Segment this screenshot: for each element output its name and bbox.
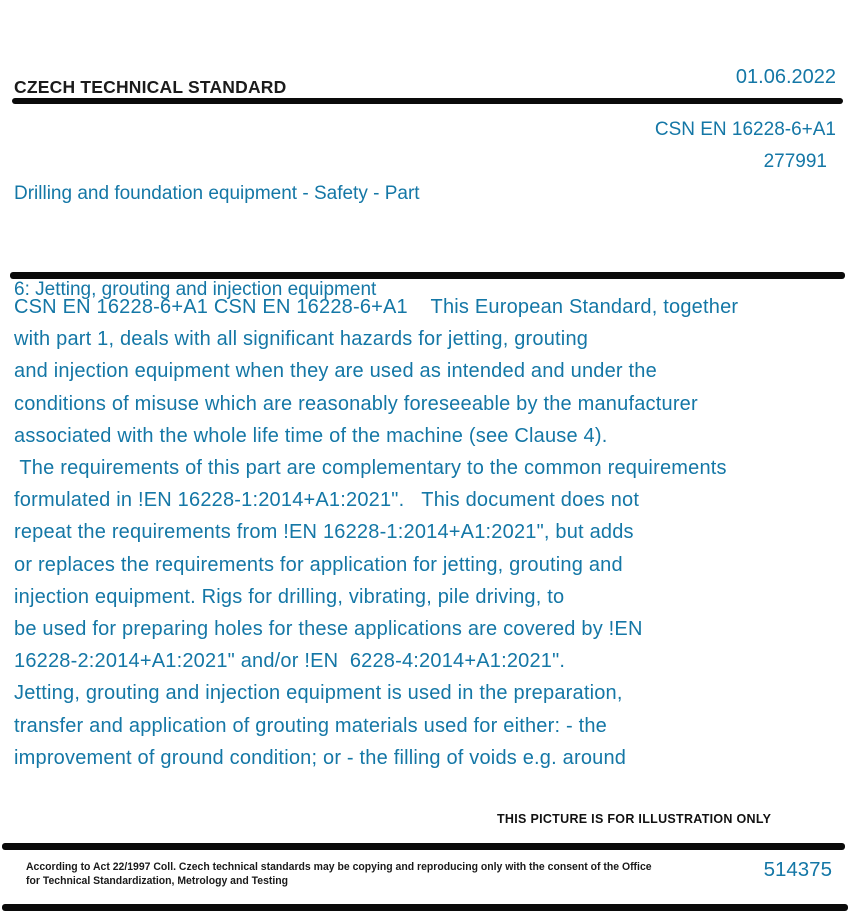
document-number: 514375 [763, 858, 832, 881]
abstract-line: and injection equipment when they are used as intended and under the [14, 360, 657, 383]
abstract-line: injection equipment. Rigs for drilling, vibrating, pile driving, to [14, 585, 565, 608]
abstract-line: conditions of misuse which are reasonably foreseeable by the manufacturer [14, 392, 698, 415]
abstract-line: with part 1, deals with all significant hazards for jetting, grouting [14, 328, 589, 351]
catalog-number: 277991 [763, 151, 827, 172]
abstract-line: transfer and application of grouting materials used for either: - the [14, 714, 608, 737]
separator-rule [10, 272, 845, 279]
title-line-1: Drilling and foundation equipment - Safety - Part [14, 183, 420, 204]
abstract-line: Jetting, grouting and injection equipment is used in the preparation, [14, 682, 623, 705]
copyright-notice [26, 861, 652, 888]
title-line-2: 6: Jetting, grouting and injection equipment [14, 279, 377, 300]
abstract-line: associated with the whole life time of the machine (see Clause 4). [14, 424, 608, 447]
bottom-rule [2, 904, 848, 911]
issue-date: 01.06.2022 [735, 66, 836, 88]
standard-reference [655, 114, 836, 178]
abstract-line: 16228-2:2014+A1:2021" and/or !EN 6228-4:2014+A1:2021". [14, 650, 566, 673]
abstract-line: repeat the requirements from !EN 16228-1:2014+A1:2021", but adds [14, 521, 634, 544]
illustration-disclaimer: THIS PICTURE IS FOR ILLUSTRATION ONLY [497, 812, 772, 826]
abstract-line: CSN EN 16228-6+A1 CSN EN 16228-6+A1 This European Standard, together [14, 296, 739, 318]
abstract-line: formulated in !EN 16228-1:2014+A1:2021". This document does not [14, 489, 640, 512]
copyright-notice-line-1: According to Act 22/1997 Coll. Czech technical standards may be copying and reproducing only with the consent of the Office [26, 861, 652, 873]
abstract-line: The requirements of this part are complementary to the common requirements [14, 457, 727, 480]
abstract-line: be used for preparing holes for these applications are covered by !EN [14, 618, 643, 641]
footer-rule [2, 843, 845, 850]
abstract-line: improvement of ground condition; or - the filling of voids e.g. around [14, 746, 627, 769]
header-rule [12, 98, 843, 104]
standard-type-label: CZECH TECHNICAL STANDARD [14, 77, 287, 97]
standard-code: CSN EN 16228-6+A1 [654, 119, 836, 140]
abstract-line: or replaces the requirements for application for jetting, grouting and [14, 553, 623, 576]
copyright-notice-line-2: for Technical Standardization, Metrology and Testing [26, 874, 289, 887]
abstract-text [14, 291, 738, 774]
